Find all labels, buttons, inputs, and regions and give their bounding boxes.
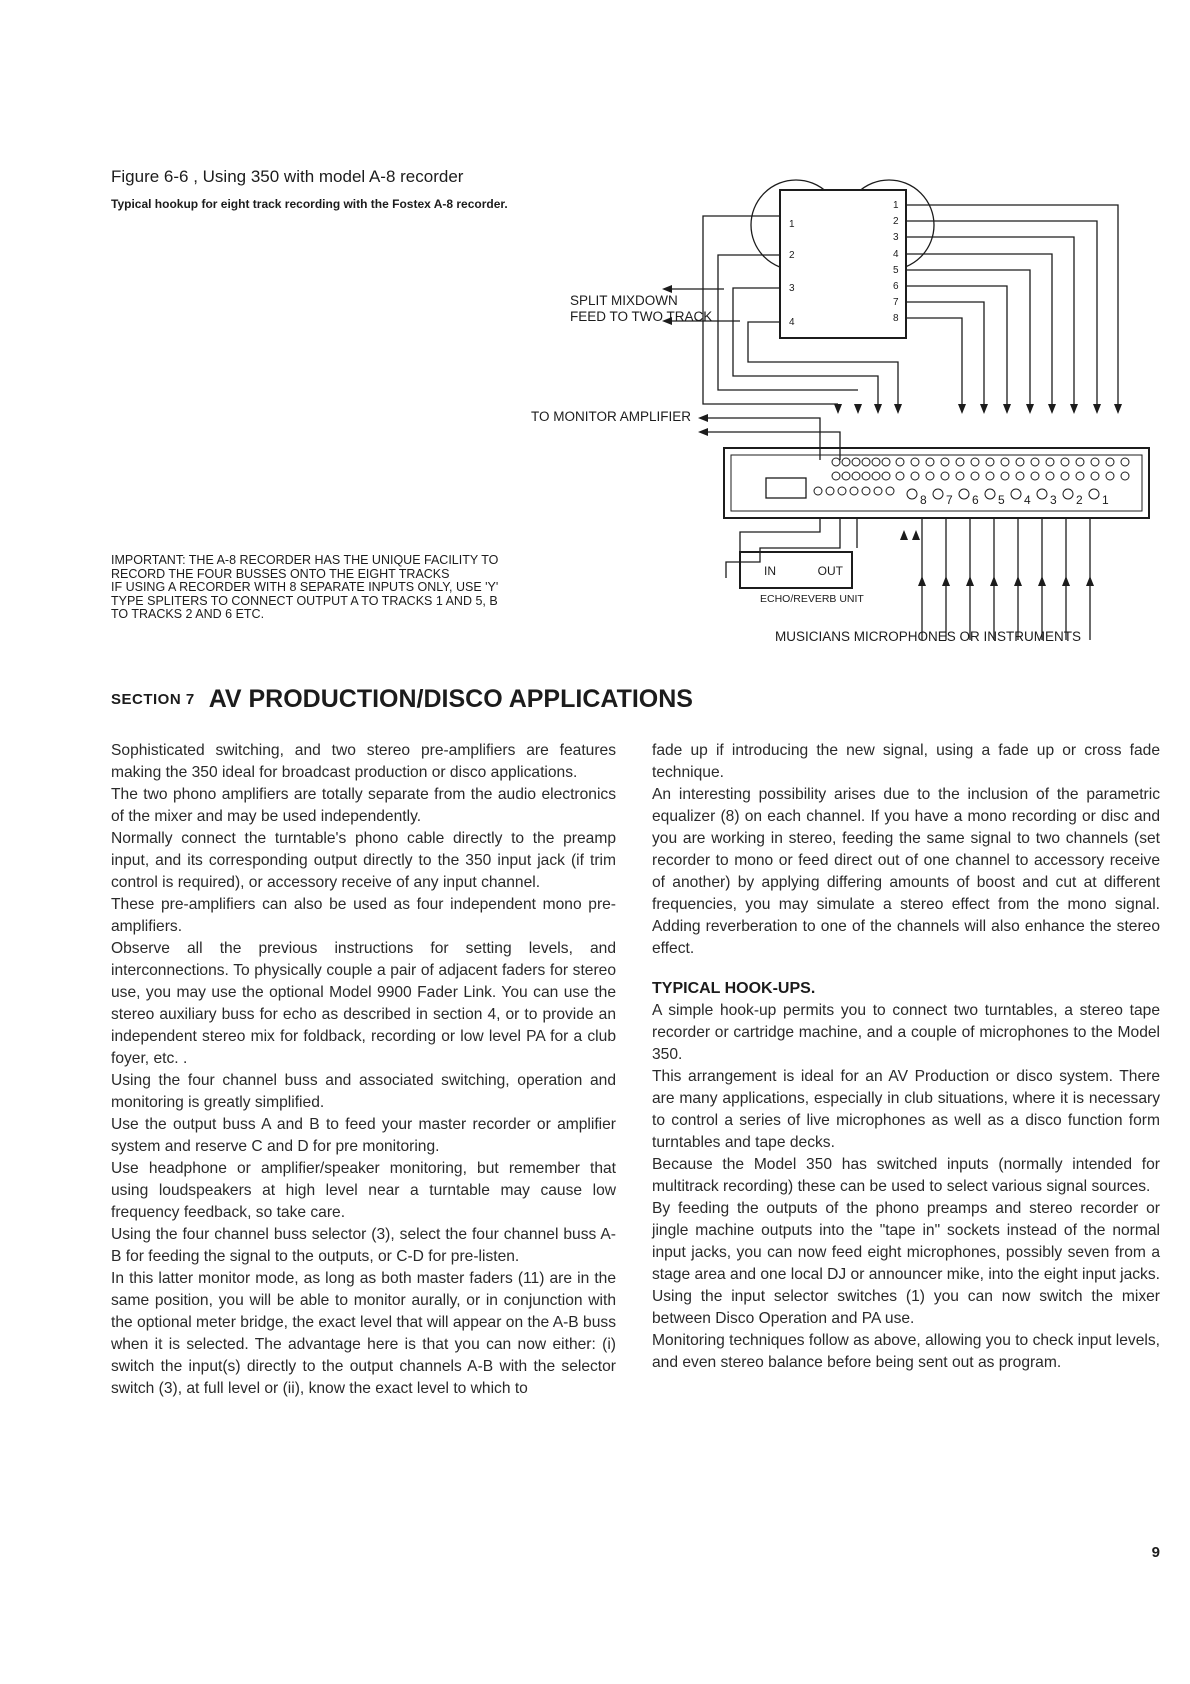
right-column [652, 740, 1160, 1374]
section-label: SECTION 7 [111, 691, 195, 708]
paragraph: These pre-amplifiers can also be used as four independent mono pre-amplifiers. [111, 896, 616, 935]
important-line: IMPORTANT: THE A-8 RECORDER HAS THE UNIQUE FACILITY TO [111, 553, 499, 567]
important-line: TO TRACKS 2 AND 6 ETC. [111, 607, 265, 621]
section-title: AV PRODUCTION/DISCO APPLICATIONS [208, 685, 693, 713]
channel-number: 7 [946, 493, 953, 507]
paragraph: A simple hook-up permits you to connect two turntables, a stereo tape recorder or cartridge machine, and a couple of microphones to the Model 350. [652, 1002, 1160, 1063]
recorder-body [780, 190, 906, 338]
paragraph: By feeding the outputs of the phono preamps and stereo recorder or jingle machine outputs into the "tape in" sockets instead of the normal input jacks, you can now feed eight microphones, possibly seven from a stage area and one local DJ or announcer mike, into the eight input jacks. Using the input selector switches (1) you can now switch the mixer between Disco Operation and PA use. [652, 1200, 1160, 1327]
channel-number: 4 [1024, 493, 1031, 507]
recorder-left-number: 3 [789, 283, 795, 294]
echo-in-label: IN [764, 564, 776, 578]
channel-number: 2 [1076, 493, 1083, 507]
paragraph: Observe all the previous instructions for setting levels, and interconnections. To physically couple a pair of adjacent faders for stereo use, you may use the optional Model 9900 Fader Link. You can use the stereo auxiliary buss for echo as described in section 4, or to provide an independent stereo mix for foldback, recording or low level PA for a club foyer, etc. . [111, 940, 616, 1067]
paragraph: Use headphone or amplifier/speaker monitoring, but remember that using loudspeakers at high level near a turntable may cause low frequency feedback, so take care. [111, 1160, 616, 1221]
channel-number: 1 [1102, 493, 1109, 507]
recorder-right-number: 5 [893, 265, 899, 276]
echo-unit-label: ECHO/REVERB UNIT [760, 593, 864, 605]
figure-caption: Typical hookup for eight track recording with the Fostex A-8 recorder. [111, 197, 508, 211]
paragraph: This arrangement is ideal for an AV Production or disco system. There are many applications, especially in club situations, where it is necessary to control a series of live microphones as well as a disco function form turntables and tape decks. [652, 1068, 1160, 1151]
paragraph: Use the output buss A and B to feed your master recorder or amplifier system and reserve C and D for pre monitoring. [111, 1116, 616, 1155]
recorder-right-number: 8 [893, 313, 899, 324]
paragraph: Monitoring techniques follow as above, allowing you to check input levels, and even stereo balance before being sent out as program. [652, 1332, 1160, 1371]
recorder-left-number: 2 [789, 250, 795, 261]
hookups-heading: TYPICAL HOOK-UPS. [652, 980, 816, 997]
channel-number: 5 [998, 493, 1005, 507]
paragraph: Using the four channel buss selector (3), select the four channel buss A-B for feeding the signal to the outputs, or C-D for pre-listen. [111, 1226, 616, 1265]
paragraph: Using the four channel buss and associated switching, operation and monitoring is greatly simplified. [111, 1072, 616, 1111]
recorder-right-number: 3 [893, 232, 899, 243]
paragraph: An interesting possibility arises due to the inclusion of the parametric equalizer (8) on each channel. If you have a mono recording or disc and you are working in stereo, feeding the same signal to two channels (set recorder to mono or feed direct out of one channel to accessory receive of another) by applying differing amounts of boost and cut at different frequencies, you may simulate a stereo effect from the mono signal. Adding reverberation to one of the channels will also enhance the stereo effect. [652, 786, 1160, 957]
recorder-right-number: 7 [893, 297, 899, 308]
recorder-right-number: 6 [893, 281, 899, 292]
split-mixdown-label: SPLIT MIXDOWN [570, 293, 678, 308]
important-line: RECORD THE FOUR BUSSES ONTO THE EIGHT TRACKS [111, 566, 450, 581]
figure-title: Figure 6-6 , Using 350 with model A-8 recorder [111, 167, 464, 186]
important-note [111, 554, 631, 622]
echo-out-label: OUT [817, 564, 843, 578]
paragraph: fade up if introducing the new signal, using a fade up or cross fade technique. [652, 742, 1160, 781]
split-mixdown-label-2: FEED TO TWO TRACK [570, 309, 713, 324]
recorder-left-number: 1 [789, 219, 795, 230]
recorder-right-number: 4 [893, 249, 899, 260]
paragraph: In this latter monitor mode, as long as both master faders (11) are in the same position, you will be able to monitor aurally, or in conjunction with the optional meter bridge, the exact level that will appear on the A-B buss when it is selected. The advantage here is that you can now either: (i) switch the input(s) directly to the output channels A-B with the selector switch (3), at full level or (ii), know the exact level to which to [111, 1270, 616, 1397]
paragraph: The two phono amplifiers are totally separate from the audio electronics of the mixer and may be used independently. [111, 786, 616, 825]
paragraph: Because the Model 350 has switched inputs (normally intended for multitrack recording) these can be used to select various signal sources. [652, 1156, 1160, 1195]
channel-number: 6 [972, 493, 979, 507]
left-column [111, 740, 616, 1400]
monitor-amplifier-label: TO MONITOR AMPLIFIER [530, 409, 691, 424]
important-line: TYPE SPLITERS TO CONNECT OUTPUT A TO TRACKS 1 AND 5, B [111, 593, 498, 608]
page-number: 9 [1151, 1544, 1160, 1561]
recorder-right-number: 1 [893, 200, 899, 211]
recorder-left-number: 4 [789, 317, 795, 328]
paragraph: Sophisticated switching, and two stereo pre-amplifiers are features making the 350 ideal for broadcast production or disco applications. [111, 742, 616, 781]
mixer-body [724, 448, 1149, 518]
channel-number: 3 [1050, 493, 1057, 507]
important-line: IF USING A RECORDER WITH 8 SEPARATE INPUTS ONLY, USE 'Y' [111, 580, 499, 594]
mixer-display [766, 478, 806, 498]
channel-number: 8 [920, 493, 927, 507]
section-heading [111, 685, 693, 714]
paragraph: Normally connect the turntable's phono cable directly to the preamp input, and its corresponding output directly to the 350 input jack (if trim control is required), or accessory receive of any input channel. [111, 830, 616, 891]
recorder-right-number: 2 [893, 216, 899, 227]
musicians-label: MUSICIANS MICROPHONES OR INSTRUMENTS [775, 629, 1082, 644]
